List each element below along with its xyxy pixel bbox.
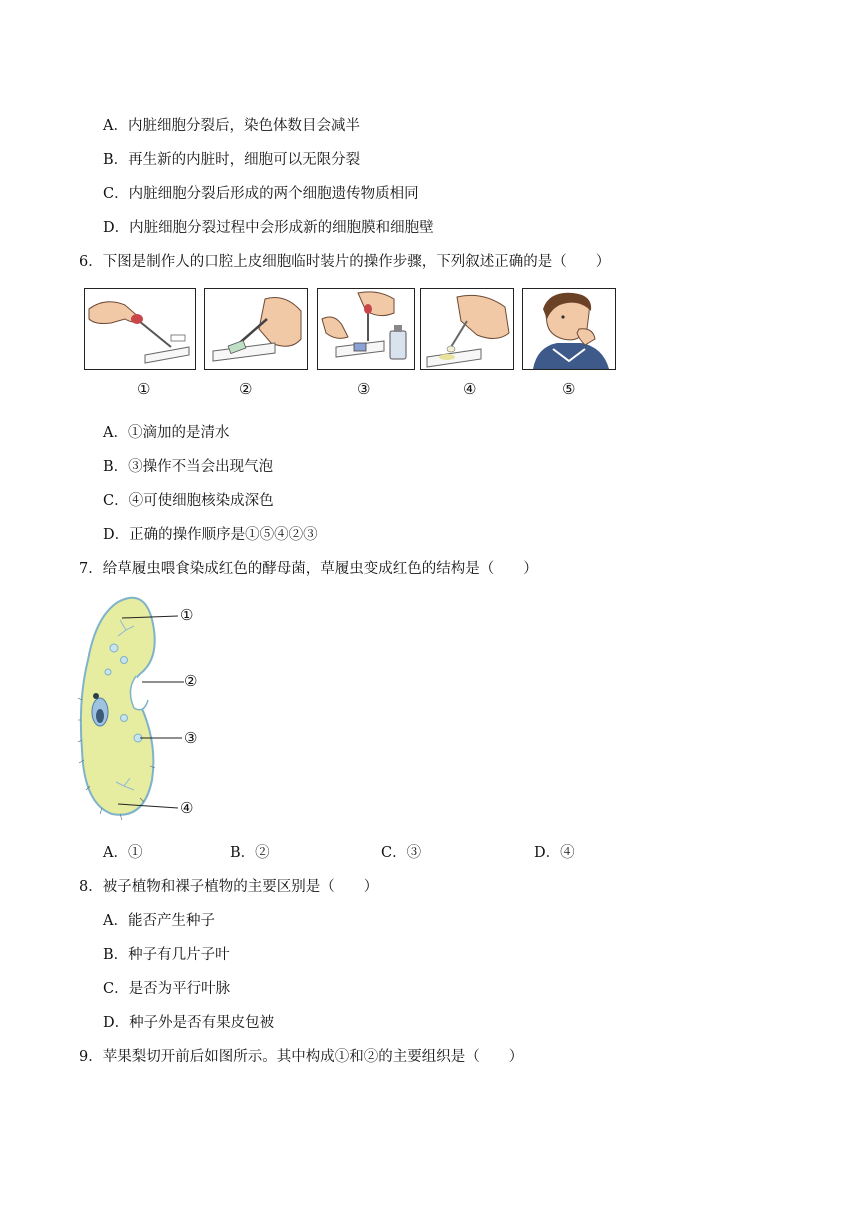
q8-option-a: A．能否产生种子 [103,913,215,929]
q5-option-a: A．内脏细胞分裂后，染色体数目会减半 [103,118,360,134]
figure-label-3: ③ [184,729,198,747]
step-1-image [84,288,196,370]
q8-stem: 8．被子植物和裸子植物的主要区别是（ ） [79,879,379,895]
q6-option-b: B．③操作不当会出现气泡 [103,459,274,475]
figure-label-2: ② [184,672,198,690]
q6-option-d: D．正确的操作顺序是①⑤④②③ [103,527,318,543]
step-label-2: ② [239,380,253,398]
q5-option-b: B．再生新的内脏时，细胞可以无限分裂 [103,152,361,168]
step-label-4: ④ [463,380,477,398]
q8-option-c: C．是否为平行叶脉 [103,981,231,997]
q6-option-c: C．④可使细胞核染成深色 [103,493,274,509]
q8-option-d: D．种子外是否有果皮包被 [103,1015,275,1031]
q7-stem: 7．给草履虫喂食染成红色的酵母菌，草履虫变成红色的结构是（ ） [79,561,538,577]
q6-stem: 6．下图是制作人的口腔上皮细胞临时装片的操作步骤，下列叙述正确的是（ ） [79,254,611,270]
step-label-5: ⑤ [562,380,576,398]
q9-stem: 9．苹果梨切开前后如图所示。其中构成①和②的主要组织是（ ） [79,1049,524,1065]
step-5-image [522,288,616,370]
step-label-3: ③ [357,380,371,398]
step-2-image [204,288,308,370]
step-3-image [317,288,415,370]
figure-label-4: ④ [180,799,194,817]
step-label-1: ① [137,380,151,398]
step-4-image [420,288,514,370]
figure-label-1: ① [180,606,194,624]
paramecium-figure [78,590,218,826]
q7-option-d: D．④ [534,845,575,861]
q8-option-b: B．种子有几片子叶 [103,947,230,963]
q7-option-a: A．① [103,845,143,861]
q7-option-c: C．③ [381,845,422,861]
q6-option-a: A．①滴加的是清水 [103,425,230,441]
q5-option-d: D．内脏细胞分裂过程中会形成新的细胞膜和细胞壁 [103,220,434,236]
q5-option-c: C．内脏细胞分裂后形成的两个细胞遗传物质相同 [103,186,419,202]
q7-option-b: B．② [230,845,270,861]
